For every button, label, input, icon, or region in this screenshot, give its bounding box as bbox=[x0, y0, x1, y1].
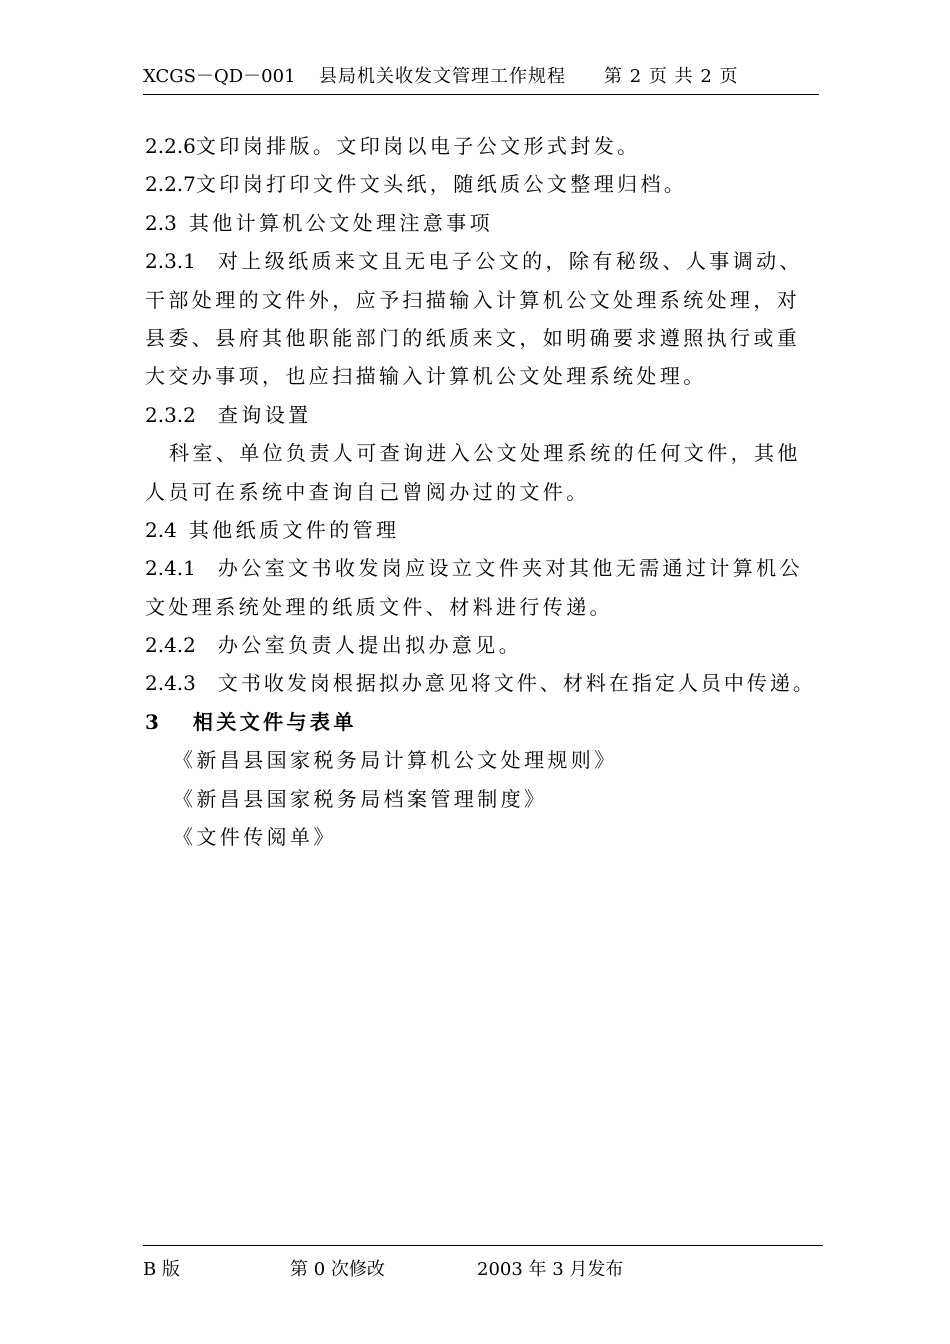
clause-number: 2.3 bbox=[145, 210, 177, 235]
clause-number: 2.4.1 bbox=[145, 556, 196, 581]
clause-text: 办公室负责人提出拟办意见。 bbox=[217, 633, 523, 658]
document-code: XCGS－QD－001 bbox=[143, 66, 296, 87]
clause-text: 文印岗打印文件文头纸，随纸质公文整理归档。 bbox=[195, 172, 688, 197]
reference-item: 《新昌县国家税务局计算机公文处理规则》 bbox=[173, 748, 618, 773]
paragraph-line: 人员可在系统中查询自己曾阅办过的文件。 bbox=[145, 479, 590, 504]
paragraph-line: 文处理系统处理的纸质文件、材料进行传递。 bbox=[145, 594, 613, 619]
page-header bbox=[143, 64, 819, 95]
paragraph-line: 科室、单位负责人可查询进入公文处理系统的任何文件，其他 bbox=[169, 441, 801, 466]
clause-number: 2.4.2 bbox=[145, 633, 196, 658]
clause-text: 办公室文书收发岗应设立文件夹对其他无需通过计算机公 bbox=[217, 556, 803, 581]
clause-text: 查询设置 bbox=[217, 402, 312, 427]
clause-text: 文书收发岗根据拟办意见将文件、材料在指定人员中传递。 bbox=[217, 671, 816, 696]
clause-number: 2.4 bbox=[145, 517, 177, 542]
clause-number: 2.2.6 bbox=[145, 134, 196, 158]
paragraph-line: 大交办事项，也应扫描输入计算机公文处理系统处理。 bbox=[145, 364, 707, 389]
paragraph-2-4-2 bbox=[145, 626, 835, 664]
clause-text: 其他计算机公文处理注意事项 bbox=[188, 210, 494, 235]
clause-number: 2.3.2 bbox=[145, 402, 196, 427]
paragraph-2-3-1 bbox=[145, 242, 835, 280]
section-3-heading bbox=[145, 703, 835, 741]
paragraph-2-4-3 bbox=[145, 664, 835, 702]
footer-release-date: 2003 年 3 月发布 bbox=[477, 1259, 624, 1280]
paragraph-line: 县委、县府其他职能部门的纸质来文，如明确要求遵照执行或重 bbox=[145, 325, 801, 350]
paragraph-line: 干部处理的文件外，应予扫描输入计算机公文处理系统处理，对 bbox=[145, 287, 801, 312]
section-title: 相关文件与表单 bbox=[192, 709, 357, 734]
heading-2-3 bbox=[145, 204, 835, 242]
footer-divider bbox=[143, 1245, 823, 1246]
clause-text: 其他纸质文件的管理 bbox=[188, 517, 400, 542]
clause-text: 文印岗排版。文印岗以电子公文形式封发。 bbox=[195, 134, 641, 158]
paragraph-2-2-6 bbox=[145, 127, 835, 165]
document-body bbox=[145, 127, 835, 856]
heading-2-3-2 bbox=[145, 396, 835, 434]
paragraph-2-2-7 bbox=[145, 165, 835, 203]
footer-revision: 第 0 次修改 bbox=[290, 1259, 385, 1280]
footer-edition: B 版 bbox=[143, 1259, 180, 1280]
heading-2-4 bbox=[145, 511, 835, 549]
clause-text: 对上级纸质来文且无电子公文的，除有秘级、人事调动、 bbox=[217, 249, 803, 274]
clause-number: 2.3.1 bbox=[145, 249, 196, 274]
clause-number: 2.2.7 bbox=[145, 172, 196, 197]
document-title: 县局机关收发文管理工作规程 bbox=[319, 66, 566, 87]
reference-item: 《文件传阅单》 bbox=[173, 825, 337, 850]
page-number: 第 2 页 共 2 页 bbox=[604, 66, 739, 87]
clause-number: 2.4.3 bbox=[145, 671, 196, 696]
section-number: 3 bbox=[145, 709, 159, 734]
paragraph-2-4-1 bbox=[145, 549, 835, 587]
reference-item: 《新昌县国家税务局档案管理制度》 bbox=[173, 786, 548, 811]
